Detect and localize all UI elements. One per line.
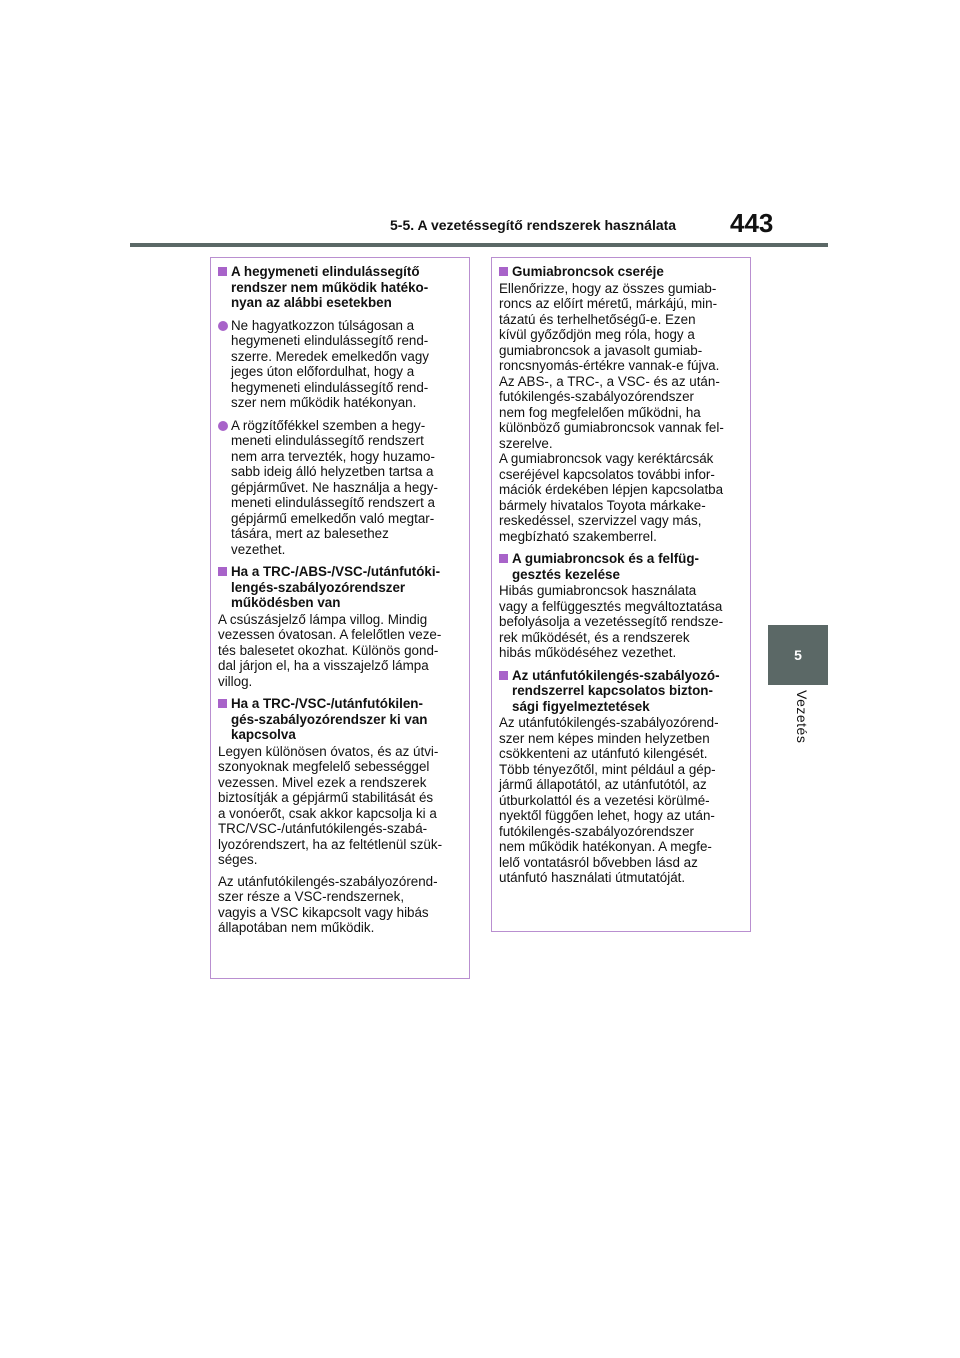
text-line: rendszerrel kapcsolatos bizton- bbox=[512, 683, 713, 698]
text-line: A gumiabroncsok és a felfüg- bbox=[512, 551, 700, 566]
paragraph bbox=[218, 874, 462, 936]
text-line: szer nem működik hatékonyan. bbox=[231, 395, 417, 410]
text-line: kapcsolva bbox=[231, 727, 296, 742]
text-line: hibás működéséhez vezethet. bbox=[499, 645, 677, 660]
chapter-label: Vezetés bbox=[794, 690, 810, 744]
square-bullet-icon bbox=[499, 554, 508, 563]
text-line: különböző gumiabroncsok vannak fel- bbox=[499, 420, 724, 435]
text-line: TRC/VSC-/utánfutókilengés-szabá- bbox=[218, 821, 428, 836]
text-line: hegymeneti elindulássegítő rend- bbox=[231, 333, 429, 348]
text-line: befolyásolja a vezetéssegítő rendsze- bbox=[499, 614, 724, 629]
text-line: Az utánfutókilengés-szabályozórend- bbox=[499, 715, 719, 730]
text-line: futókilengés-szabályozórendszer bbox=[499, 823, 695, 839]
text-line: tázatú és terhelhetőségű-e. Ezen bbox=[499, 311, 696, 327]
text-line: meneti elindulássegítő rendszert bbox=[231, 433, 424, 448]
text-line: sabb ideig álló helyzetben tartsa a bbox=[231, 464, 434, 479]
chapter-tab: 5 bbox=[768, 625, 828, 685]
text-line: nyektől függően lehet, hogy az után- bbox=[499, 808, 715, 823]
circle-bullet-icon bbox=[218, 421, 228, 431]
text-line: útburkolattól és a vezetési körülmé- bbox=[499, 792, 710, 808]
text-line: Ne hagyatkozzon túlságosan a bbox=[231, 317, 415, 333]
heading-hill-start bbox=[218, 264, 462, 311]
header-rule bbox=[130, 243, 828, 247]
text-line: Ha a TRC-/ABS-/VSC-/utánfutóki- bbox=[231, 564, 441, 579]
heading-tire-suspension bbox=[499, 551, 743, 582]
text-line: tására, mert az balesethez bbox=[231, 526, 389, 541]
text-line: gés-szabályozórendszer ki van bbox=[231, 711, 428, 727]
text-line: A hegymeneti elindulássegítő bbox=[231, 264, 420, 279]
text-line: Ha a TRC-/VSC-/utánfutókilen- bbox=[231, 696, 423, 711]
text-line: Az ABS-, a TRC-, a VSC- és az után- bbox=[499, 373, 720, 389]
text-line: jeges úton előfordulhat, hogy a bbox=[231, 364, 415, 379]
text-line: Hibás gumiabroncsok használata bbox=[499, 583, 697, 598]
text-line: működésben van bbox=[231, 595, 341, 610]
text-line: bármely hivatalos Toyota márkake- bbox=[499, 497, 706, 513]
text-line: cseréjével kapcsolatos további infor- bbox=[499, 466, 715, 482]
square-bullet-icon bbox=[218, 699, 227, 708]
square-bullet-icon bbox=[218, 267, 227, 276]
text-line: futókilengés-szabályozórendszer bbox=[499, 389, 695, 404]
text-line: roncsnyomás-értékre vannak-e fújva. bbox=[499, 358, 720, 373]
text-line: lyozórendszert, ha az feltétlenül szük- bbox=[218, 836, 443, 852]
text-line: jármű állapotától, az utánfutótól, az bbox=[499, 777, 707, 792]
paragraph bbox=[499, 583, 743, 661]
text-line: A gumiabroncsok vagy keréktárcsák bbox=[499, 451, 714, 466]
text-line: vagyis a VSC kikapcsolt vagy hibás bbox=[218, 904, 429, 920]
text-line: rendszer nem működik hatéko- bbox=[231, 279, 429, 295]
text-line: biztosítják a gépjármű stabilitását és bbox=[218, 790, 434, 805]
text-line: szonyoknak megfelelő sebességgel bbox=[218, 759, 430, 774]
text-line: mációk érdekében lépjen kapcsolatba bbox=[499, 482, 724, 497]
text-line: a vonóerőt, csak akkor kapcsolja ki a bbox=[218, 805, 437, 821]
text-line: hegymeneti elindulássegítő rend- bbox=[231, 379, 429, 395]
text-line: Legyen különösen óvatos, és az útvi- bbox=[218, 743, 439, 759]
text-line: kívül győződjön meg róla, hogy a bbox=[499, 327, 695, 342]
heading-trc-off bbox=[218, 696, 462, 743]
paragraph bbox=[499, 281, 743, 545]
square-bullet-icon bbox=[218, 567, 227, 576]
text-line: nem működik hatékonyan. A megfe- bbox=[499, 839, 712, 854]
paragraph bbox=[218, 744, 462, 868]
text-line: meneti elindulássegítő rendszert a bbox=[231, 495, 435, 510]
text-line: rek működését, és a rendszerek bbox=[499, 629, 690, 645]
text-line: gesztés kezelése bbox=[512, 566, 620, 582]
text-line: villog. bbox=[218, 673, 253, 689]
text-line: dal járjon el, ha a visszajelző lámpa bbox=[218, 658, 429, 673]
square-bullet-icon bbox=[499, 267, 508, 276]
text-line: sági figyelmeztetések bbox=[512, 698, 650, 714]
text-line: vezessen. Mivel ezek a rendszerek bbox=[218, 774, 427, 790]
text-line: szerelve. bbox=[499, 435, 553, 451]
circle-bullet-icon bbox=[218, 321, 228, 331]
text-line: vagy a felfüggesztés megváltoztatása bbox=[499, 598, 723, 614]
text-line: vezethet. bbox=[231, 541, 286, 557]
heading-tire-replacement bbox=[499, 264, 743, 280]
text-line: lengés-szabályozórendszer bbox=[231, 579, 406, 595]
text-line: Ellenőrizze, hogy az összes gumiab- bbox=[499, 280, 717, 296]
text-line: utánfutó használati útmutatóját. bbox=[499, 870, 686, 885]
text-line: Az utánfutókilengés-szabályozórend- bbox=[218, 873, 438, 889]
text-line: Az utánfutókilengés-szabályozó- bbox=[512, 667, 720, 683]
text-line: A rögzítőfékkel szemben a hegy- bbox=[231, 417, 426, 433]
paragraph bbox=[499, 715, 743, 886]
bullet-item bbox=[218, 418, 462, 558]
text-line: vezessen óvatosan. A felelőtlen veze- bbox=[218, 627, 442, 642]
text-line: tés balesetet okozhat. Különös gond- bbox=[218, 642, 439, 658]
text-line: roncs az előírt méretű, márkájú, min- bbox=[499, 296, 718, 311]
text-line: gumiabroncsok a javasolt gumiab- bbox=[499, 342, 703, 358]
text-line: Több tényezőtől, mint például a gép- bbox=[499, 761, 716, 777]
text-line: gépjárművet. Ne használja a hegy- bbox=[231, 479, 438, 495]
text-line: megbízható szakemberrel. bbox=[499, 528, 657, 544]
text-line: állapotában nem működik. bbox=[218, 920, 375, 935]
text-line: szerre. Meredek emelkedőn vagy bbox=[231, 348, 429, 364]
left-info-box bbox=[210, 257, 470, 979]
page-number: 443 bbox=[730, 208, 774, 238]
text-line: Gumiabroncsok cseréje bbox=[512, 264, 664, 279]
section-title: 5-5. A vezetéssegítő rendszerek használata bbox=[390, 217, 677, 233]
text-line: csökkenteni az utánfutó kilengését. bbox=[499, 746, 708, 761]
square-bullet-icon bbox=[499, 671, 508, 680]
text-line: reskedéssel, szervizzel vagy más, bbox=[499, 513, 702, 528]
text-line: nyan az alábbi esetekben bbox=[231, 295, 392, 310]
heading-trc-active bbox=[218, 564, 462, 611]
text-line: nem fog megfelelően működni, ha bbox=[499, 404, 701, 420]
bullet-item bbox=[218, 318, 462, 411]
right-info-box bbox=[491, 257, 751, 932]
text-line: nem arra tervezték, hogy huzamo- bbox=[231, 448, 435, 464]
text-line: A csúszásjelző lámpa villog. Mindig bbox=[218, 611, 428, 627]
heading-trailer-sway-warnings bbox=[499, 668, 743, 715]
paragraph bbox=[218, 612, 462, 690]
text-line: szer része a VSC-rendszernek, bbox=[218, 889, 405, 904]
text-line: séges. bbox=[218, 852, 258, 867]
text-line: szer nem képes minden helyzetben bbox=[499, 730, 710, 746]
text-line: lelő vontatásról bővebben lásd az bbox=[499, 854, 698, 870]
text-line: gépjármű emelkedőn való megtar- bbox=[231, 510, 435, 526]
